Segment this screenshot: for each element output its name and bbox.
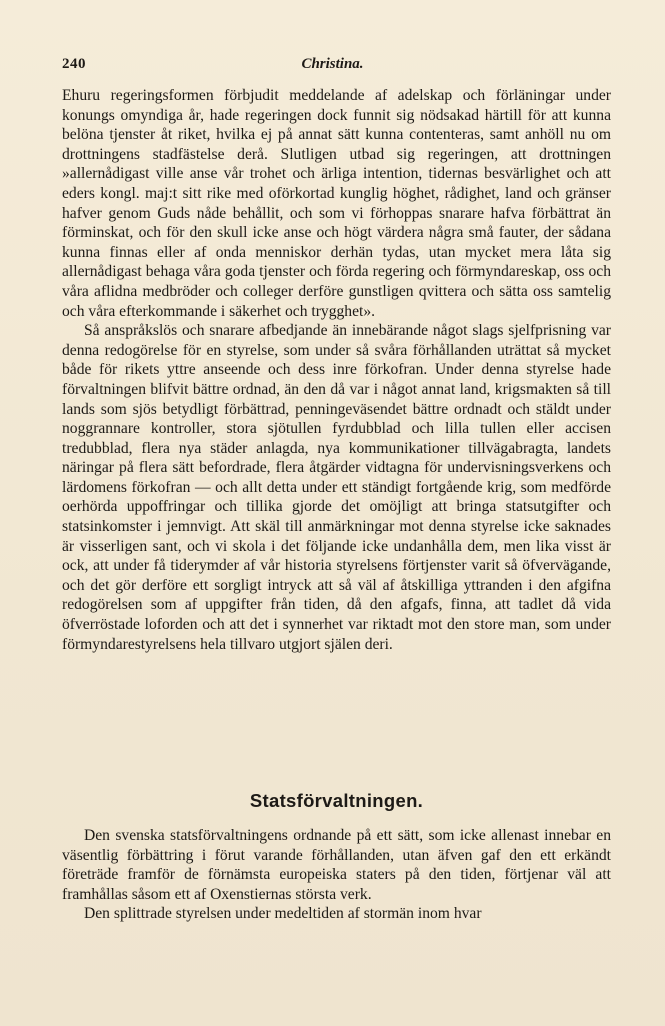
paragraph: Så anspråkslös och snarare afbedjande än innebärande något slags sjelfprisning var denna redogörelse för en styrelse, som under så svåra förhållanden uträttat så mycket både för rikets yttre anseende och dess inre förkofran. Under denna styrelse hade förvaltningen blifvit bättre ordnad, än den då var i något annat land, krigsmakten så till lands som sjös betydligt förbättrad, penningeväsendet bättre ordnadt och stäldt under noggrannare kontroller, stora sjötullen fyrdubblad och lilla tullen eller accisen tredubblad, flera nya städer anlagda, nya kommunikationer tillvägabragta, landets näringar på flera sätt befordrade, flera åtgärder vidtagna för undervisningsverkens och lärdomens förkofran — och allt detta under ett ständigt fortgående krig, som medförde oerhörda uppoffringar och tillika gjorde det omöjligt att bringa statsutgifter och statsinkomster i jemnvigt. Att skäl till anmärkningar mot denna styrelse icke saknades är visserligen sant, och vi skola i det följande icke undanhålla dem, men lika visst är ock, att under få tiderymder af vår historia styrelsens förtjenster varit så öfvervägande, och det gör derföre ett sorgligt intryck att så väl af åtskilliga yttranden i den afgifna redogörelsen som af uppgifter från tiden, då den afgafs, finna, att tadlet då vida öfverröstade loforden och att det i synnerhet var riktadt mot den store man, som under förmyndarestyrelsens hela tillvaro utgjort själen deri.	[62, 322, 611, 653]
paragraph: Den splittrade styrelsen under medeltiden af stormän inom hvar	[84, 905, 482, 923]
paragraph: Den svenska statsförvaltningens ordnande på ett sätt, som icke allenast innebar en väsentlig förbättring i förut varande förhållanden, utan äfven gaf den ett erkändt företräde framför de förnämsta europeiska staters på den tiden, förtjenar väl att framhållas såsom ett af Oxenstiernas största verk.	[62, 827, 611, 903]
running-title: Christina.	[301, 56, 364, 72]
section-heading: Statsförvaltningen.	[249, 790, 424, 811]
paragraph: Ehuru regeringsformen förbjudit meddelande af adelskap och förläningar under konungs omyndiga år, hade regeringen dock funnit sig nödsakad härtill för att kunna belöna tjenster åt riket, hvilka ej på annat sätt kunna contenteras, samt anhöll nu om drottningens stadfästelse derå. Slutligen utbad sig regeringen, att drottningen »allernådigast ville anse vår trohet och ärliga intention, tidernas besvärlighet och att eders kongl. maj:t sitt rike med oförkortad kunglig höghet, rådighet, land och gränser hafver genom Guds nåde behållit, och som vi förhoppas snarare hafva förbättrat än förminskat, och för den skull icke anse och högt värdera några små fauter, der sådana kunna finnas eller af onda menniskor derhän tydas, utan mycket mera låta sig allernådigast behaga våra goda tjenster och förda regering och förmyndareskap, oss och våra aflidna medbröder och colleger derföre gunstligen qvittera och sätta oss samtelig och våra efterkommande i säkerhet och trygghet».	[62, 87, 611, 320]
page-header	[62, 56, 603, 78]
main-text	[62, 86, 611, 654]
page-number: 240	[62, 56, 86, 72]
section-text	[62, 826, 611, 924]
